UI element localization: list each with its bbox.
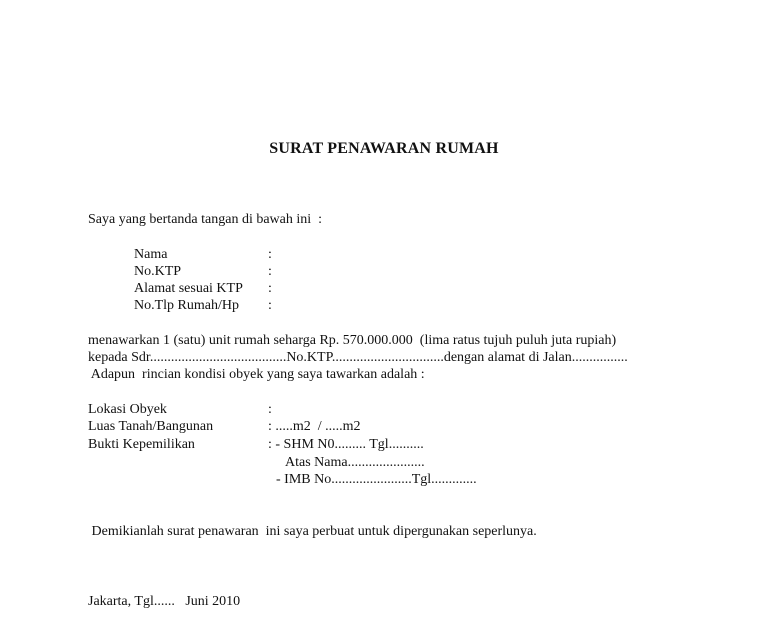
field-label-luas: Luas Tanah/Bangunan (88, 419, 214, 434)
field-value-nama: : (268, 247, 272, 262)
imb-line: - IMB No.......................Tgl............. (276, 472, 477, 487)
field-value-luas: : .....m2 / .....m2 (268, 419, 361, 434)
field-label-telepon: No.Tlp Rumah/Hp (134, 298, 239, 313)
field-label-alamat: Alamat sesuai KTP (134, 281, 243, 296)
closing-text: Demikianlah surat penawaran ini saya perbuat untuk dipergunakan seperlunya. (88, 524, 537, 539)
place-date: Jakarta, Tgl...... Juni 2010 (88, 594, 241, 609)
letter-title: SURAT PENAWARAN RUMAH (269, 140, 499, 157)
field-value-telepon: : (268, 298, 272, 313)
field-label-lokasi: Lokasi Obyek (88, 402, 167, 417)
field-value-bukti: : - SHM N0......... Tgl.......... (268, 437, 424, 452)
field-label-nama: Nama (134, 247, 168, 262)
field-label-bukti: Bukti Kepemilikan (88, 437, 195, 452)
offer-line: menawarkan 1 (satu) unit rumah seharga Rp. 570.000.000 (lima ratus tujuh puluh juta rupiah) (88, 333, 617, 348)
recipient-line: kepada Sdr.......................................No.KTP................................dengan alamat di Jalan................ (88, 350, 628, 365)
details-intro: Adapun rincian kondisi obyek yang saya tawarkan adalah : (88, 367, 425, 382)
field-value-lokasi: : (268, 402, 272, 417)
intro-text: Saya yang bertanda tangan di bawah ini : (88, 212, 323, 227)
field-value-ktp: : (268, 264, 272, 279)
field-label-ktp: No.KTP (134, 264, 182, 279)
atas-nama-line: Atas Nama...................... (285, 455, 425, 470)
field-value-alamat: : (268, 281, 272, 296)
